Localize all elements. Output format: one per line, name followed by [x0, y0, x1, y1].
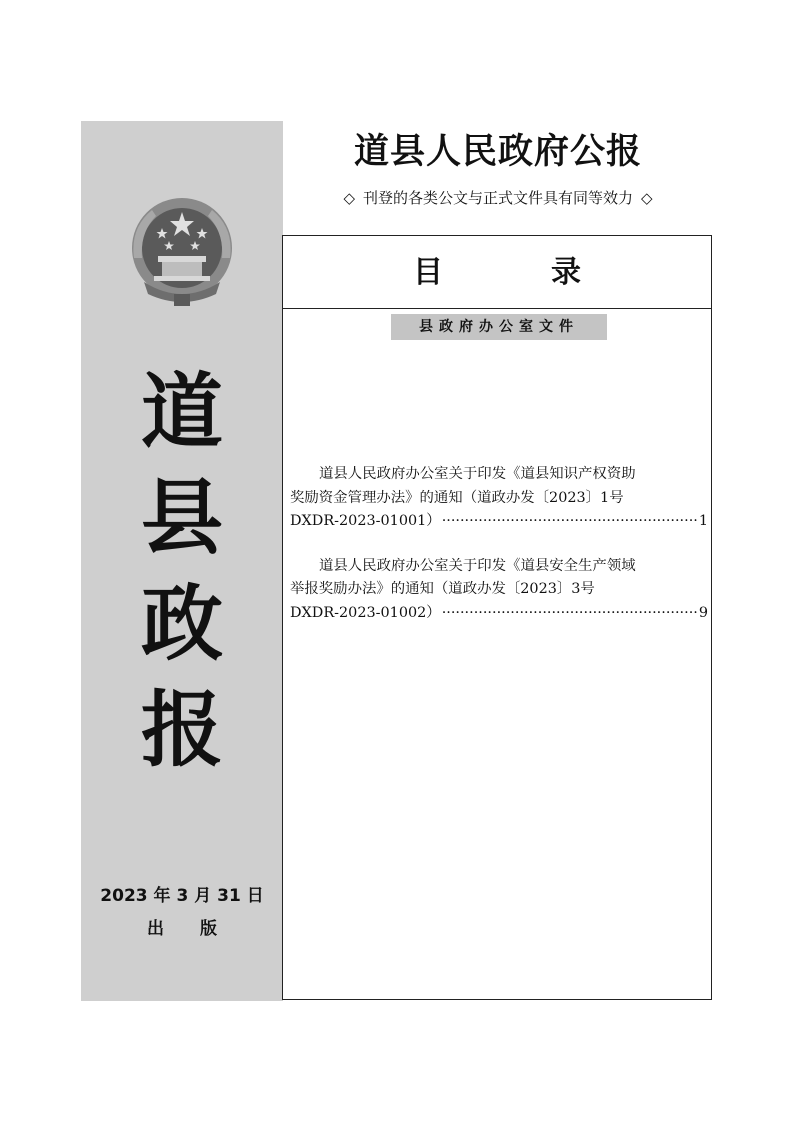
toc-entry-line: 道县人民政府办公室关于印发《道县知识产权资助: [319, 466, 636, 482]
tagline: [283, 187, 713, 208]
tagline-text: 刊登的各类公文与正式文件具有同等效力: [362, 189, 633, 207]
toc-entry-code: DXDR-2023-01002）: [290, 604, 441, 621]
toc-entry[interactable]: [290, 555, 708, 626]
toc-page-number: 1: [698, 513, 708, 529]
vertical-title-char: 政: [140, 576, 223, 672]
toc-heading: 目录: [283, 236, 711, 309]
toc-leader-dots: [442, 510, 698, 534]
toc-entry-line: 奖励资金管理办法》的通知（道政办发〔2023〕1号: [290, 489, 624, 506]
publication-note: 出版: [147, 919, 253, 939]
toc-entry-line: 道县人民政府办公室关于印发《道县安全生产领域: [319, 557, 636, 574]
national-emblem-icon: [124, 198, 240, 308]
vertical-title-char: 县: [140, 470, 223, 566]
toc-leader-dots: [442, 602, 698, 626]
toc-entry[interactable]: [290, 463, 708, 534]
diamond-icon: ◇: [641, 189, 653, 207]
publication-date: 2023 年 3 月 31 日: [100, 886, 264, 906]
vertical-title-char: 道: [140, 364, 223, 460]
toc-entry-last-line: [290, 510, 708, 534]
toc-entry-last-line: [290, 602, 708, 626]
vertical-title-char: 报: [140, 682, 223, 778]
toc-entry-line: 举报奖励办法》的通知（道政办发〔2023〕3号: [290, 581, 595, 597]
diamond-icon: ◇: [343, 189, 355, 207]
section-label: 县政府办公室文件: [391, 314, 607, 340]
gazette-title: 道县人民政府公报: [353, 132, 642, 172]
cover-sidebar: [81, 121, 283, 1001]
toc-page-number: 9: [698, 604, 708, 621]
toc-entry-code: DXDR-2023-01001）: [290, 513, 441, 529]
table-of-contents: [282, 235, 712, 1000]
vertical-title: [81, 359, 283, 783]
toc-entries: [290, 463, 708, 646]
